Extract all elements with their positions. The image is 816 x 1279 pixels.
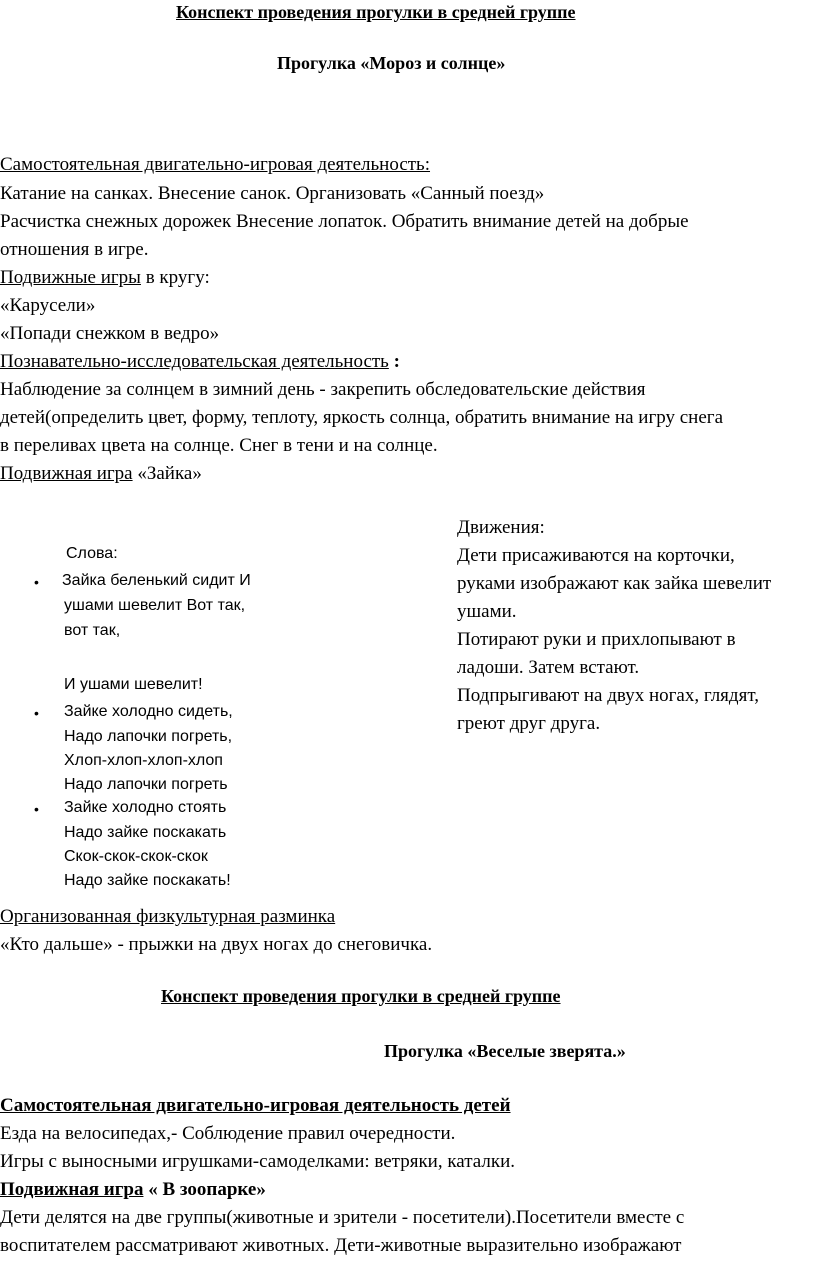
doc1-games-heading-rest: в кругу: (140, 267, 210, 288)
doc1-cog-line: в переливах цвета на солнце. Снег в тени и на солнце. (0, 435, 438, 456)
words-line: И ушами шевелит! (64, 676, 203, 693)
movements-line: руками изображают как зайка шевелит (457, 573, 772, 594)
words-line: вот так, (64, 622, 121, 639)
doc2-section1-line: Игры с выносными игрушками-самоделками: ветряки, каталки. (0, 1151, 516, 1172)
bullet-icon: • (34, 801, 39, 817)
doc1-games-heading-line (0, 267, 210, 289)
doc1-subtitle: Прогулка «Мороз и солнце» (277, 53, 506, 73)
movements-line: Дети присаживаются на корточки, (457, 545, 735, 566)
movements-line: Потирают руки и прихлопывают в (457, 629, 736, 650)
doc1-warmup-line: «Кто дальше» - прыжки на двух ногах до снеговичка. (0, 934, 433, 955)
doc2-game-line: воспитателем рассматривают животных. Дети-животные выразительно изображают (0, 1235, 682, 1256)
words-line: Надо зайке поскакать (64, 824, 227, 841)
doc1-mobile-game-name: «Зайка» (132, 463, 202, 484)
doc2-game-name: « В зоопарке» (143, 1179, 266, 1200)
movements-line: ушами. (457, 601, 517, 622)
doc1-section1-line: отношения в игре. (0, 239, 149, 260)
bullet-icon: • (34, 705, 39, 721)
movements-label: Движения: (457, 517, 545, 538)
doc1-title: Конспект проведения прогулки в средней группе (176, 2, 576, 22)
words-line: Зайке холодно сидеть, (64, 703, 233, 720)
doc1-game-item: «Попади снежком в ведро» (0, 323, 220, 344)
doc2-game-heading-line (0, 1179, 266, 1201)
doc1-mobile-game-heading: Подвижная игра (0, 463, 133, 484)
doc2-title: Конспект проведения прогулки в средней группе (161, 986, 561, 1006)
doc2-subtitle: Прогулка «Веселые зверята.» (384, 1041, 626, 1061)
doc1-cog-line: Наблюдение за солнцем в зимний день - закрепить обследовательские действия (0, 379, 646, 400)
movements-line: Подпрыгивают на двух ногах, глядят, (457, 685, 759, 706)
words-line: Зайка беленький сидит И (62, 572, 251, 589)
doc1-cog-heading: Познавательно-исследовательская деятельность (0, 351, 389, 372)
doc1-section1-line: Расчистка снежных дорожек Внесение лопаток. Обратить внимание детей на добрые (0, 211, 689, 232)
doc2-game-line: Дети делятся на две группы(животные и зрители - посетители).Посетители вместе с (0, 1207, 685, 1228)
doc2-section1-heading: Самостоятельная двигательно-игровая деятельность детей (0, 1095, 511, 1116)
doc1-warmup-heading: Организованная физкультурная разминка (0, 906, 336, 927)
words-line: Надо лапочки погреть, (64, 728, 233, 745)
doc1-mobile-game-line (0, 463, 202, 485)
doc2-section1-line: Езда на велосипедах,- Соблюдение правил очередности. (0, 1123, 456, 1144)
movements-line: греют друг друга. (457, 713, 601, 734)
doc1-games-heading: Подвижные игры (0, 267, 141, 288)
movements-line: ладоши. Затем встают. (457, 657, 640, 678)
doc1-section1-heading: Самостоятельная двигательно-игровая деятельность: (0, 154, 431, 175)
words-line: ушами шевелит Вот так, (64, 597, 246, 614)
words-line: Скок-скок-скок-скок (64, 848, 208, 865)
bullet-icon: • (34, 574, 39, 590)
words-line: Зайке холодно стоять (64, 799, 227, 816)
doc2-game-heading: Подвижная игра (0, 1179, 144, 1200)
words-line: Надо зайке поскакать! (64, 872, 231, 889)
doc1-game-item: «Карусели» (0, 295, 96, 316)
doc1-cog-line: детей(определить цвет, форму, теплоту, яркость солнца, обратить внимание на игру снега (0, 407, 724, 428)
words-label: Слова: (66, 545, 118, 562)
words-line: Хлоп-хлоп-хлоп-хлоп (64, 752, 223, 769)
words-line: Надо лапочки погреть (64, 776, 228, 793)
doc1-cog-heading-line (0, 351, 400, 373)
doc1-cog-heading-rest: : (388, 351, 400, 372)
doc1-section1-line: Катание на санках. Внесение санок. Организовать «Санный поезд» (0, 183, 545, 204)
